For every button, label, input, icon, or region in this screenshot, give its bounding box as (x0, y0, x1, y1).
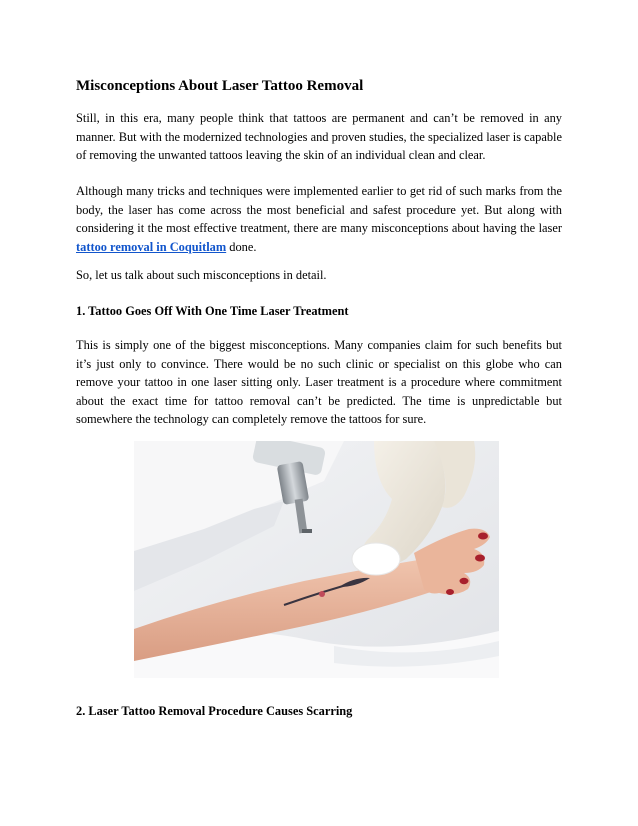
fingernail (475, 555, 485, 562)
intro-summary-paragraph: So, let us talk about such misconceptions in detail. (76, 268, 327, 282)
laser-tattoo-removal-photo (134, 441, 499, 678)
intro-paragraph: Still, in this era, many people think that tattoos are permanent and can’t be removed in any manner. But with the modernized technologies and proven studies, the specialized laser is capable of removing the unwanted tattoos leaving the skin of an individual clean and clear. (76, 111, 562, 162)
techniques-paragraph (76, 182, 562, 256)
photo-illustration (134, 441, 499, 678)
techniques-text-before: Although many tricks and techniques were implemented earlier to get rid of such marks from the body, the laser has come across the most beneficial and safest procedure yet. But along with considering it the most effective treatment, there are many misconceptions about having the laser (76, 184, 562, 235)
section-heading-2: 2. Laser Tattoo Removal Procedure Causes Scarring (76, 704, 353, 718)
techniques-text-after: done. (226, 239, 257, 254)
fingernail (460, 578, 469, 584)
tattoo-flower (319, 591, 325, 597)
section-heading-1: 1. Tattoo Goes Off With One Time Laser Treatment (76, 304, 349, 318)
fingernail (478, 533, 488, 540)
cotton-pad (352, 543, 400, 575)
tattoo-removal-coquitlam-link[interactable]: tattoo removal in Coquitlam (76, 239, 227, 254)
laser-device-spacer (302, 529, 312, 533)
page-title: Misconceptions About Laser Tattoo Removal (76, 78, 364, 94)
section-1-paragraph: This is simply one of the biggest misconceptions. Many companies claim for such benefits but it’s just only to convince. There would be no such clinic or specialist on this globe who can remove your tattoo in one laser sitting only. Laser treatment is a procedure where commitment about the exact time for tattoo removal can’t be predicted. The time is unpredictable but somewhere the technology can completely remove the tattoos for sure. (76, 338, 562, 426)
fingernail (446, 589, 454, 595)
